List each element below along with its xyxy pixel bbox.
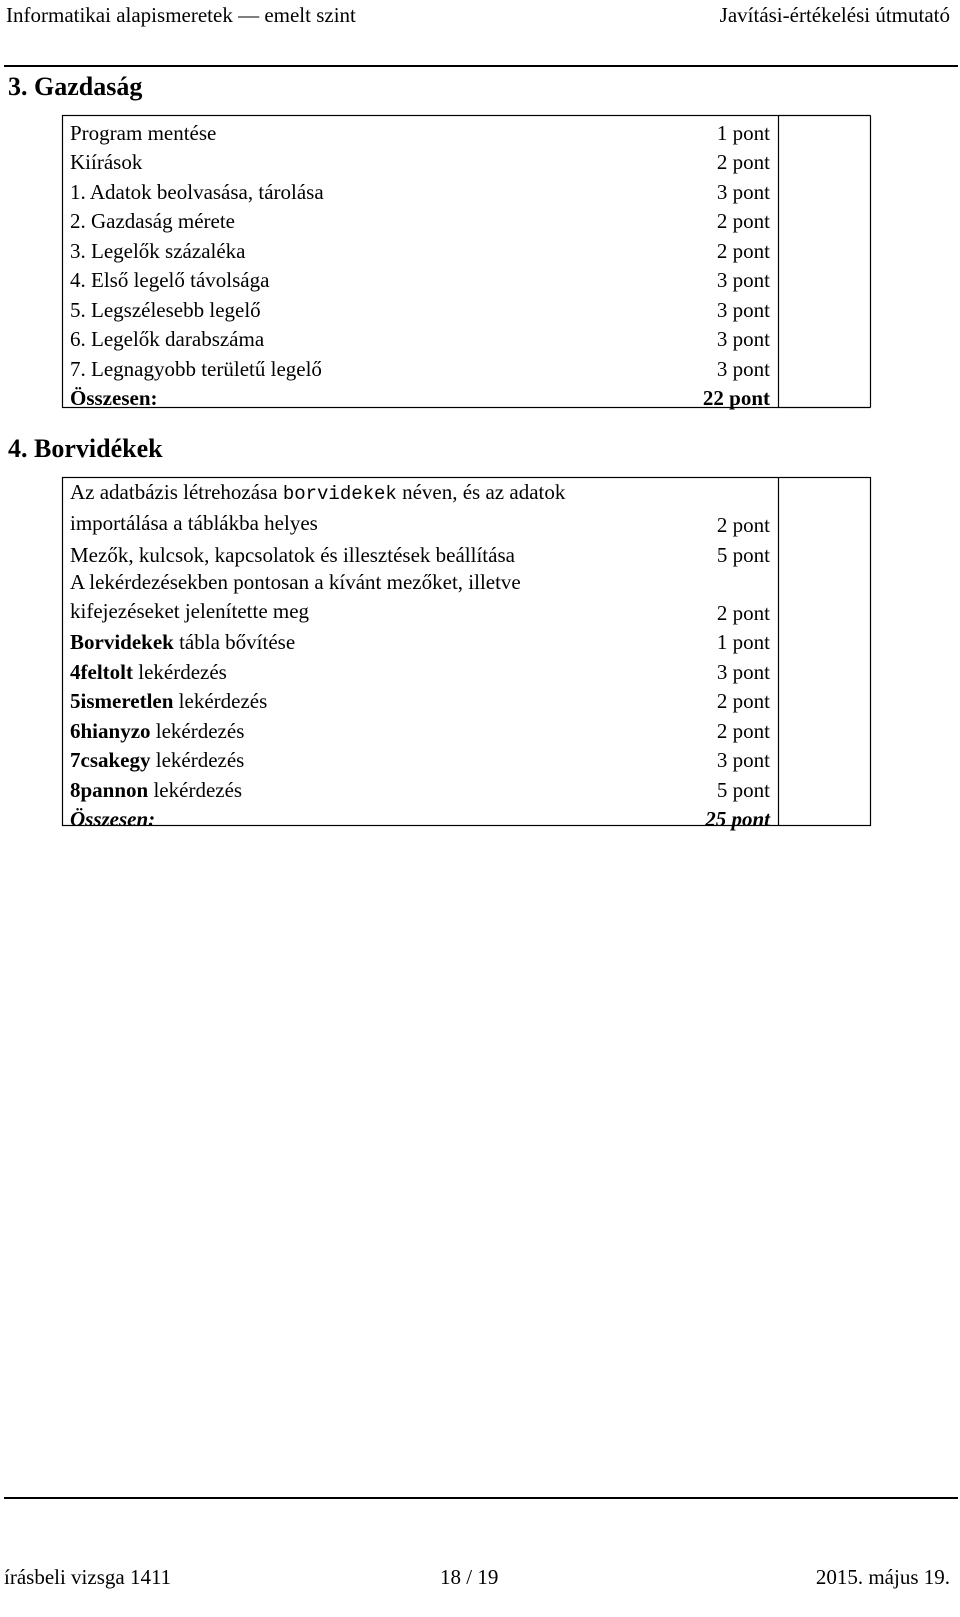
row-points: 5 pont bbox=[716, 542, 770, 567]
row-points: 2 pont bbox=[716, 150, 770, 174]
code-text: borvidekek bbox=[282, 483, 397, 505]
row-points: 3 pont bbox=[716, 179, 770, 204]
row-label: Program mentése bbox=[70, 120, 217, 145]
label-text: tábla bővítése bbox=[173, 630, 296, 654]
table-row bbox=[62, 655, 778, 685]
row-points: 3 pont bbox=[716, 297, 770, 322]
footer-rule bbox=[4, 1497, 958, 1499]
row-label: 1. Adatok beolvasása, tárolása bbox=[70, 179, 324, 204]
footer-date: 2015. május 19. bbox=[815, 1565, 950, 1589]
row-label bbox=[62, 626, 688, 656]
total-row bbox=[62, 382, 778, 412]
total-points: 25 pont bbox=[705, 807, 770, 831]
label-text: néven, és az adatok bbox=[396, 480, 566, 504]
table-row bbox=[62, 714, 778, 744]
table-row bbox=[62, 146, 778, 176]
row-points: 3 pont bbox=[716, 659, 770, 684]
row-points: 3 pont bbox=[716, 748, 770, 772]
table-row bbox=[62, 234, 778, 264]
table-row bbox=[62, 264, 778, 294]
label-text: lekérdezés bbox=[173, 689, 268, 713]
row-points: 3 pont bbox=[716, 268, 770, 292]
row-label: 3. Legelők százaléka bbox=[70, 238, 246, 263]
section-3-title: 3. Gazdaság bbox=[8, 72, 143, 101]
query-name: Borvidekek bbox=[70, 630, 174, 654]
row-points: 1 pont bbox=[716, 120, 770, 145]
row-points: 2 pont bbox=[716, 600, 770, 625]
label-text: importálása a táblákba helyes bbox=[70, 511, 318, 535]
row-points: 2 pont bbox=[716, 238, 770, 263]
label-text: lekérdezés bbox=[150, 748, 245, 772]
row-label bbox=[62, 744, 688, 774]
section-3-table bbox=[62, 116, 778, 411]
table-row bbox=[62, 744, 778, 774]
table-row bbox=[62, 352, 778, 382]
table-row bbox=[62, 175, 778, 205]
row-points: 1 pont bbox=[716, 630, 770, 654]
query-name: 4feltolt bbox=[70, 659, 133, 684]
table-row bbox=[62, 773, 778, 803]
table-row bbox=[62, 685, 778, 715]
section-4-table bbox=[62, 478, 778, 832]
row-label: 6. Legelők darabszáma bbox=[70, 327, 265, 351]
section-4-title: 4. Borvidékek bbox=[8, 434, 163, 463]
total-label: Összesen: bbox=[70, 807, 156, 831]
header-title: Informatikai alapismeretek — emelt szint bbox=[6, 3, 356, 27]
row-label bbox=[62, 714, 688, 744]
row-points: 2 pont bbox=[716, 513, 770, 537]
label-text: Az adatbázis létrehozása bbox=[70, 480, 283, 504]
table-row bbox=[62, 293, 778, 323]
label-text: lekérdezés bbox=[148, 777, 243, 802]
row-label: 5. Legszélesebb legelő bbox=[70, 297, 261, 322]
label-text: lekérdezés bbox=[150, 718, 245, 743]
row-label bbox=[62, 655, 688, 685]
row-label: Mezők, kulcsok, kapcsolatok és illesztések beállítása bbox=[70, 542, 515, 567]
row-label bbox=[62, 773, 688, 803]
total-points: 22 pont bbox=[702, 386, 770, 410]
row-label: 7. Legnagyobb területű legelő bbox=[70, 356, 322, 381]
footer-exam: írásbeli vizsga 1411 bbox=[4, 1565, 172, 1589]
table-row bbox=[62, 478, 778, 538]
table-row bbox=[62, 568, 778, 626]
row-points: 3 pont bbox=[716, 327, 770, 351]
header-subtitle: Javítási-értékelési útmutató bbox=[719, 3, 950, 27]
query-name: 7csakegy bbox=[70, 748, 151, 772]
query-name: 5ismeretlen bbox=[70, 689, 174, 713]
row-label: 2. Gazdaság mérete bbox=[70, 209, 235, 233]
label-text: A lekérdezésekben pontosan a kívánt mezőket, illetve bbox=[70, 569, 521, 594]
row-points: 2 pont bbox=[716, 718, 770, 743]
table-row bbox=[62, 626, 778, 656]
label-text: lekérdezés bbox=[132, 659, 227, 684]
row-label bbox=[62, 685, 688, 715]
row-label bbox=[62, 478, 688, 538]
table-row bbox=[62, 116, 778, 146]
row-label: Kiírások bbox=[70, 150, 143, 174]
row-points: 2 pont bbox=[716, 689, 770, 713]
row-label: 4. Első legelő távolsága bbox=[70, 268, 270, 292]
row-points: 3 pont bbox=[716, 356, 770, 381]
table-row bbox=[62, 323, 778, 353]
label-text: kifejezéseket jelenítette meg bbox=[70, 598, 310, 623]
query-name: 8pannon bbox=[70, 777, 149, 802]
table-row bbox=[62, 538, 778, 568]
row-points: 2 pont bbox=[716, 209, 770, 233]
table-row bbox=[62, 205, 778, 235]
query-name: 6hianyzo bbox=[70, 718, 151, 743]
total-row bbox=[62, 803, 778, 833]
row-points: 5 pont bbox=[716, 777, 770, 802]
row-label bbox=[62, 568, 688, 626]
total-label: Összesen: bbox=[70, 386, 158, 410]
page-number: 18 / 19 bbox=[440, 1565, 499, 1589]
